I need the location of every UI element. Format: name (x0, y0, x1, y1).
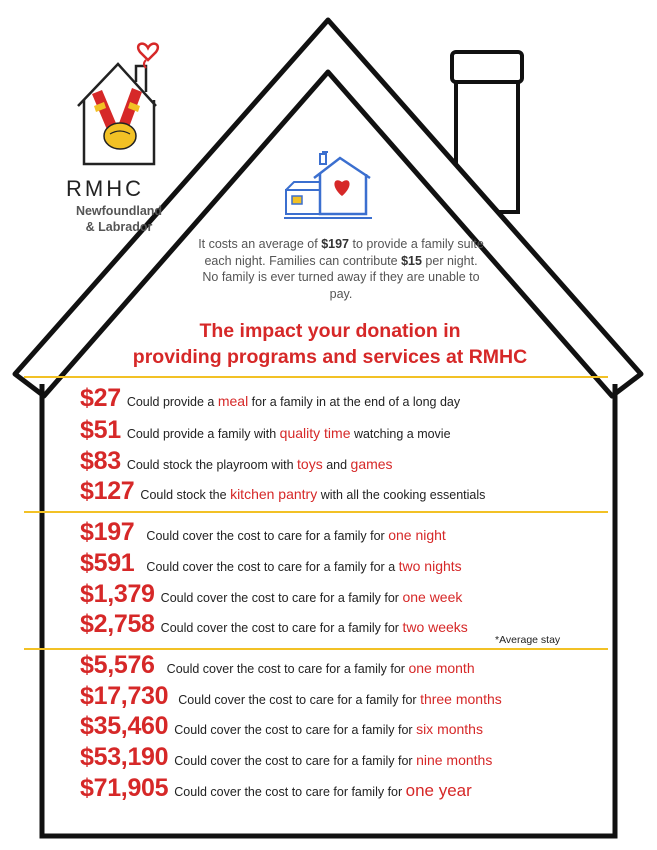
desc-text: Could provide a family with (126, 427, 280, 441)
average-stay-note: *Average stay (495, 634, 561, 646)
intro-text-3: per night. No family is ever turned away if they are unable to pay. (202, 253, 480, 301)
intro-amount-1: $197 (321, 237, 349, 251)
desc-text: with all the cooking essentials (317, 488, 486, 502)
desc-highlight: one month (408, 660, 475, 676)
donation-row (80, 416, 451, 445)
desc-text: Could stock the (140, 488, 231, 502)
donation-description (146, 558, 461, 574)
desc-highlight: games (350, 456, 393, 472)
donation-row (80, 682, 502, 711)
donation-row (80, 549, 462, 578)
desc-highlight: kitchen pantry (230, 486, 318, 502)
desc-text: Could cover the cost to care for a family for (160, 621, 403, 635)
rmhc-logo-icon (70, 36, 166, 176)
brand-region-line1: Newfoundland (75, 204, 163, 218)
donation-row (80, 743, 492, 772)
desc-highlight: two weeks (402, 619, 468, 635)
desc-text: Could cover the cost to care for a family for (166, 662, 409, 676)
desc-highlight: one week (402, 589, 463, 605)
house-heart-icon (282, 148, 374, 222)
desc-highlight: three months (420, 691, 502, 707)
donation-row (80, 384, 460, 413)
desc-highlight: meal (217, 393, 249, 409)
donation-description (127, 425, 451, 441)
donation-description (146, 527, 445, 543)
desc-highlight: one year (405, 781, 472, 800)
donation-row (80, 447, 393, 476)
donation-amount: $1,379 (80, 580, 155, 608)
donation-amount: $127 (80, 477, 135, 505)
donation-amount: $5,576 (80, 651, 155, 679)
desc-highlight: six months (416, 721, 483, 737)
donation-description (140, 486, 485, 502)
desc-highlight: quality time (279, 425, 351, 441)
divider-bottom (24, 648, 608, 650)
desc-highlight: nine months (416, 752, 493, 768)
headline (100, 318, 560, 370)
donation-description (174, 781, 472, 801)
divider-top (24, 376, 608, 378)
desc-text: Could cover the cost to care for a family for (160, 591, 403, 605)
intro-text-1: It costs an average of (198, 237, 322, 251)
donation-description (174, 721, 483, 737)
desc-highlight: toys (297, 456, 323, 472)
donation-row (80, 610, 468, 639)
brand-name: RMHC (66, 176, 144, 201)
donation-row (80, 518, 446, 547)
donation-amount: $591 (80, 549, 135, 577)
donation-row (80, 712, 483, 741)
donation-row (80, 774, 472, 803)
desc-text: Could cover the cost to care for a family for (174, 754, 417, 768)
donation-row (80, 651, 475, 680)
donation-description (161, 619, 468, 635)
headline-line1: The impact your donation in (199, 320, 461, 342)
donation-description (127, 456, 393, 472)
desc-text: Could provide a (126, 395, 218, 409)
donation-row (80, 580, 462, 609)
desc-text: watching a movie (350, 427, 451, 441)
donation-amount: $27 (80, 384, 121, 412)
desc-text: Could cover the cost to care for a family for a (146, 560, 399, 574)
desc-text: Could cover the cost to care for a family for (146, 529, 389, 543)
desc-highlight: one night (388, 527, 446, 543)
donation-description (127, 393, 460, 409)
donation-description (161, 589, 463, 605)
donation-description (174, 752, 492, 768)
desc-highlight: two nights (398, 558, 462, 574)
donation-amount: $83 (80, 447, 121, 475)
donation-amount: $71,905 (80, 774, 169, 802)
donation-description (178, 691, 502, 707)
donation-amount: $35,460 (80, 712, 169, 740)
donation-amount: $53,190 (80, 743, 169, 771)
donation-amount: $51 (80, 416, 121, 444)
divider-middle (24, 511, 608, 513)
intro-amount-2: $15 (401, 253, 422, 268)
donation-row (80, 477, 485, 506)
donation-description (167, 660, 475, 676)
donation-amount: $17,730 (80, 682, 169, 710)
headline-line2: providing programs and services at RMHC (132, 346, 528, 368)
donation-amount: $2,758 (80, 610, 155, 638)
brand-region (64, 203, 174, 235)
intro-text-2: to provide a family suite each night. Families can contribute (204, 237, 484, 268)
intro-paragraph (196, 236, 486, 302)
brand-region-line2: & Labrador (85, 220, 153, 234)
desc-text: Could cover the cost to care for a family for (174, 723, 417, 737)
donation-amount: $197 (80, 518, 135, 546)
desc-text: and (322, 458, 351, 472)
desc-text: for a family in at the end of a long day (248, 395, 461, 409)
desc-text: Could stock the playroom with (126, 458, 298, 472)
desc-text: Could cover the cost to care for a family for (178, 693, 421, 707)
desc-text: Could cover the cost to care for family for (174, 785, 406, 799)
